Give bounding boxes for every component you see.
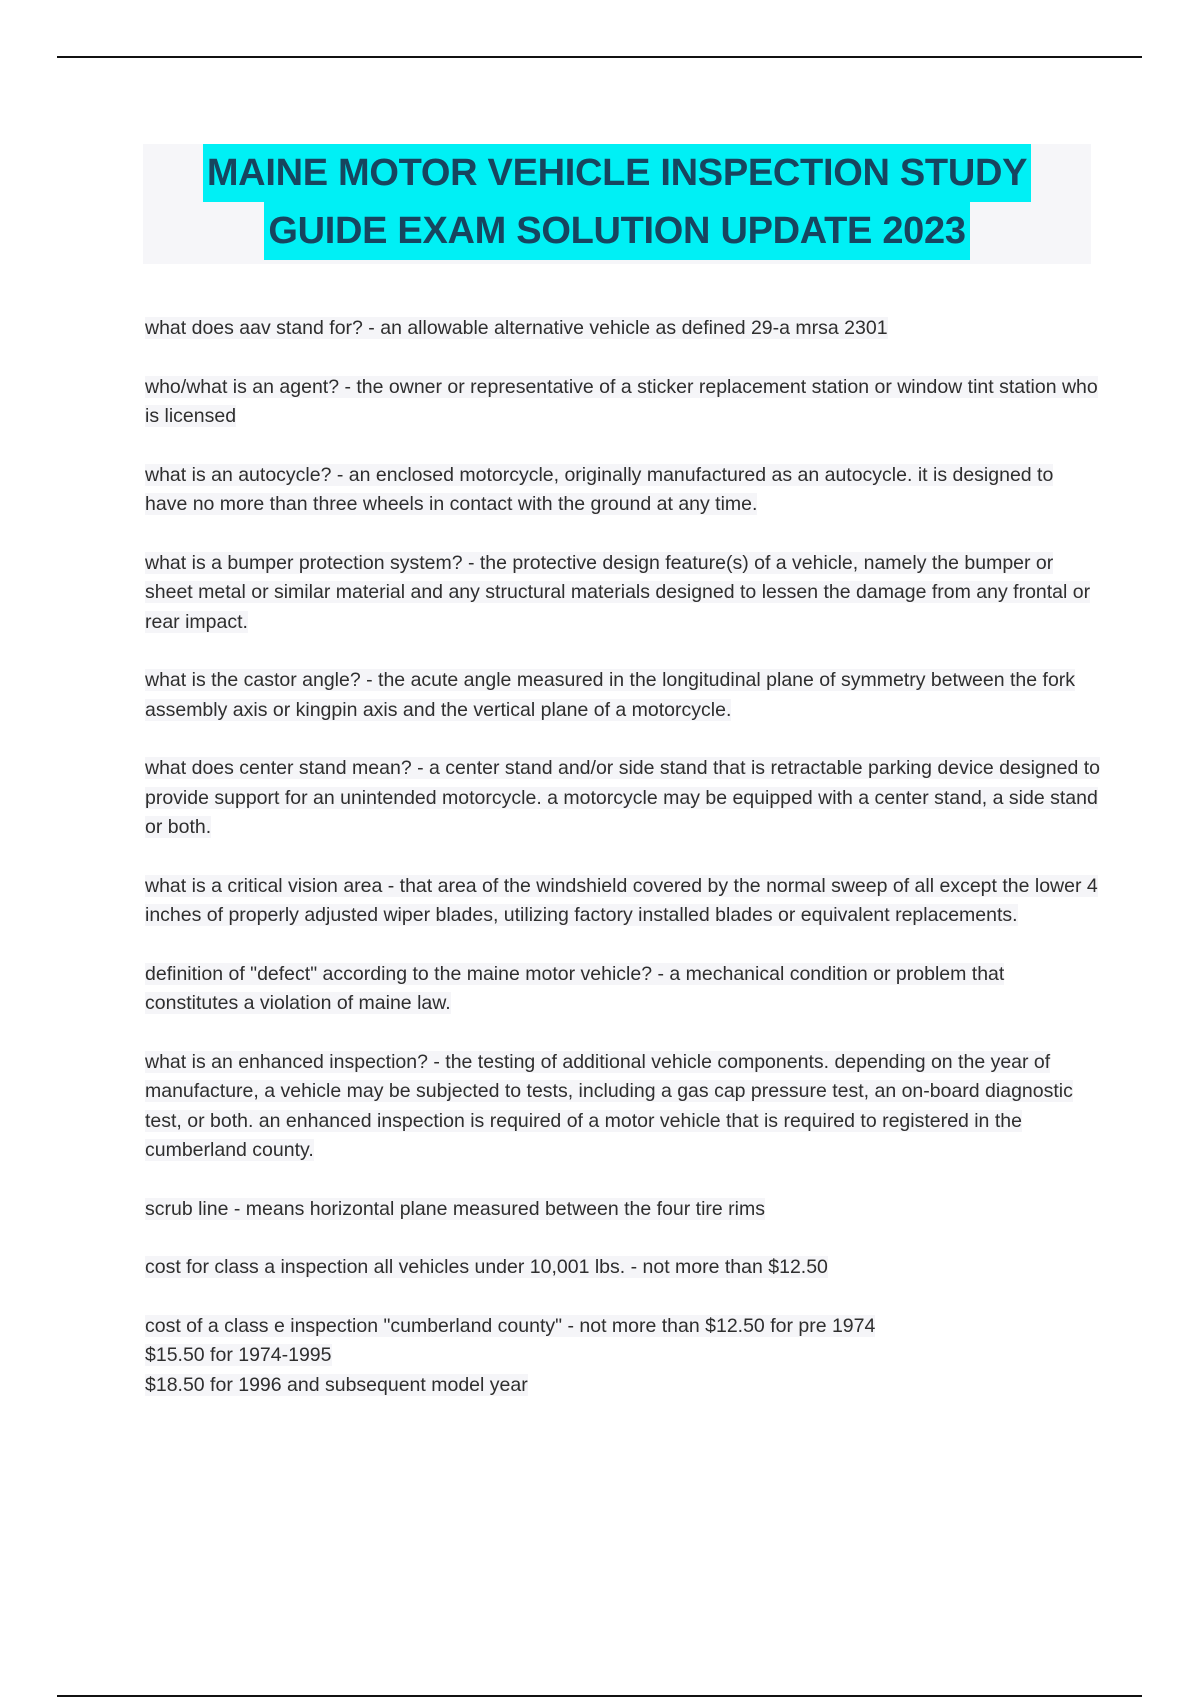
top-rule [57,56,1142,58]
qa-entry: cost of a class e inspection "cumberland county" - not more than $12.50 for pre 1974 $15.50 for 1974-1995 $18.50 for 1996 and subsequent model year [145,1314,876,1396]
qa-entry: what is an enhanced inspection? - the testing of additional vehicle components. depending on the year of manufacture, a vehicle may be subjected to tests, including a gas cap pressure test, an on-board diagnostic test, or both. an enhanced inspection is required of a motor vehicle that is required to registered in the cumberland county. [145,1050,1073,1161]
qa-entry: definition of "defect" according to the maine motor vehicle? - a mechanical condition or problem that constitutes a violation of maine law. [145,962,1005,1014]
document-title [143,144,1091,264]
qa-entry: what is a critical vision area - that area of the windshield covered by the normal sweep of all except the lower 4 inches of properly adjusted wiper blades, utilizing factory installed blades or equivalent replacements. [145,874,1098,926]
title-line-1: MAINE MOTOR VEHICLE INSPECTION STUDY [203,144,1031,202]
price-line: $18.50 for 1996 and subsequent model year [145,1373,528,1396]
qa-list [145,314,1100,1429]
qa-entry: cost for class a inspection all vehicles under 10,001 lbs. - not more than $12.50 [145,1256,828,1278]
price-line: $15.50 for 1974-1995 [145,1344,332,1366]
bottom-rule [57,1695,1142,1697]
qa-entry: who/what is an agent? - the owner or representative of a sticker replacement station or window tint station who is licensed [145,375,1098,427]
qa-entry: what is a bumper protection system? - the protective design feature(s) of a vehicle, namely the bumper or sheet metal or similar material and any structural materials designed to lessen the damage from any frontal or rear impact. [145,551,1091,633]
qa-entry: what is an autocycle? - an enclosed motorcycle, originally manufactured as an autocycle. it is designed to have no more than three wheels in contact with the ground at any time. [145,463,1054,515]
qa-entry: what is the castor angle? - the acute angle measured in the longitudinal plane of symmetry between the fork assembly axis or kingpin axis and the vertical plane of a motorcycle. [145,669,1076,721]
qa-entry: what does aav stand for? - an allowable alternative vehicle as defined 29-a mrsa 2301 [145,317,888,339]
qa-entry: what does center stand mean? - a center stand and/or side stand that is retractable parking device designed to provide support for an unintended motorcycle. a motorcycle may be equipped with a center stand, a side stand or both. [145,757,1100,838]
qa-entry: scrub line - means horizontal plane measured between the four tire rims [145,1197,765,1220]
title-line-2: GUIDE EXAM SOLUTION UPDATE 2023 [264,202,969,260]
